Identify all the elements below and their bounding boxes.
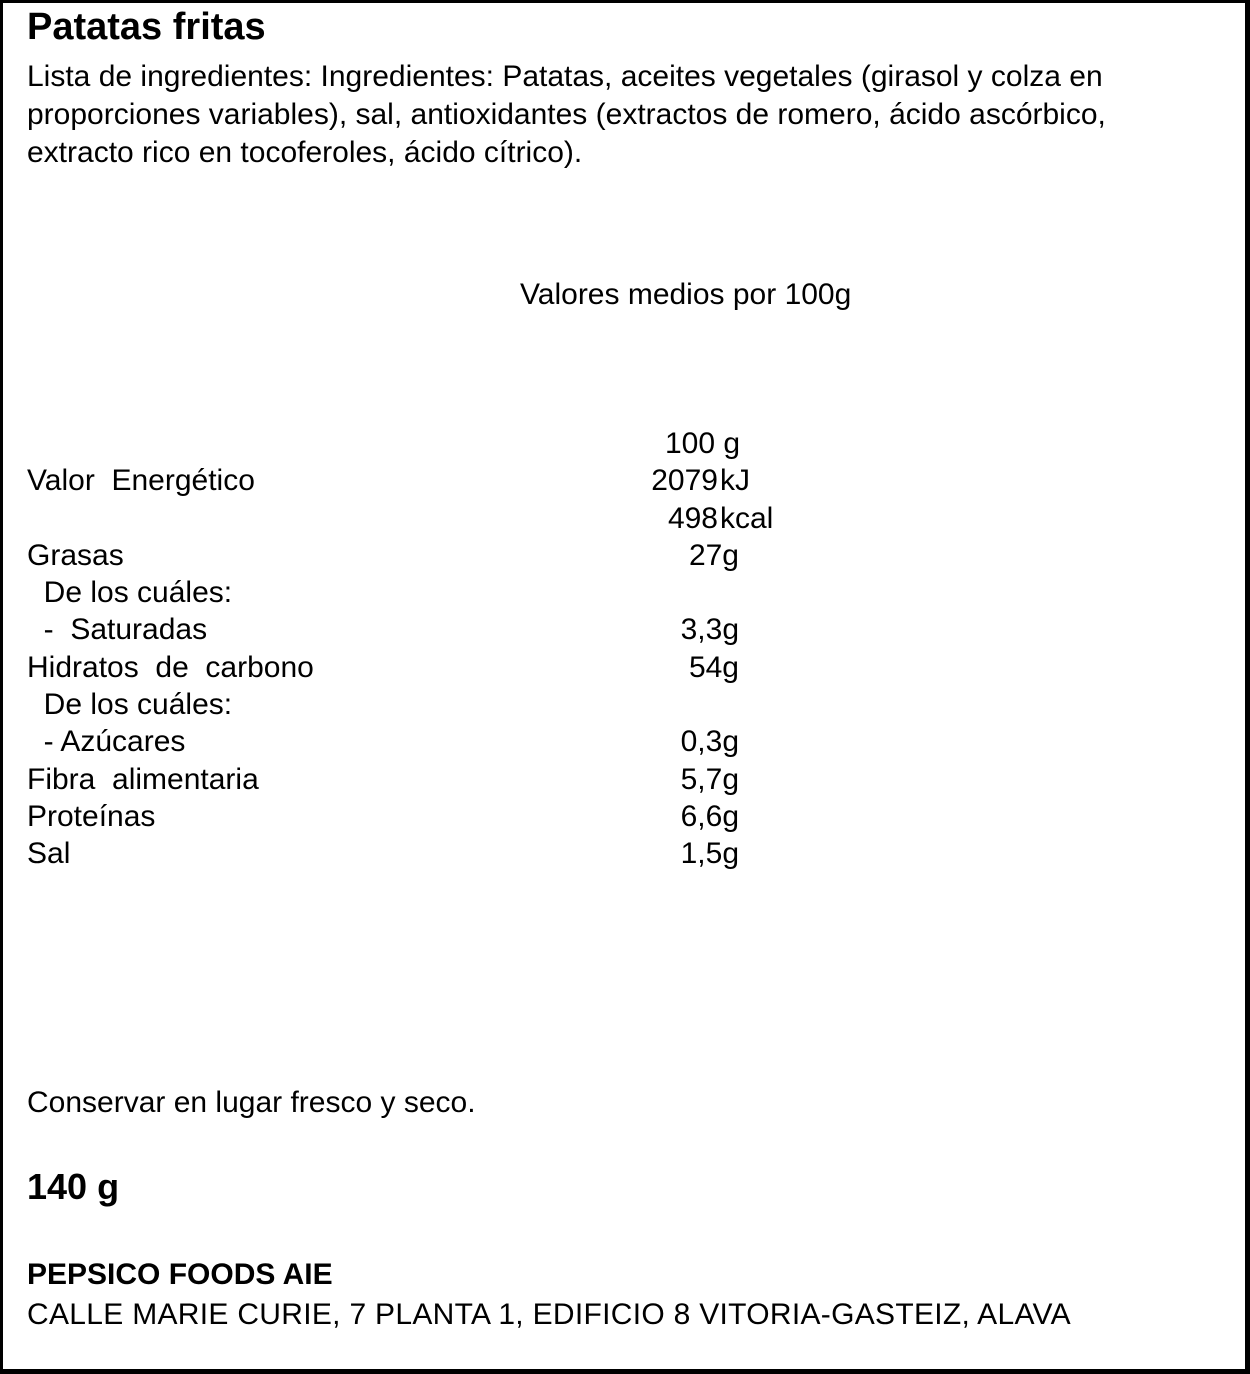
nutrient-value: 0,3g <box>680 725 739 759</box>
nutrient-label: - Saturadas <box>27 613 208 647</box>
nutrient-label: Fibra alimentaria <box>27 762 259 796</box>
company-address: CALLE MARIE CURIE, 7 PLANTA 1, EDIFICIO 8 VITORIA-GASTEIZ, ALAVA <box>27 1298 1071 1331</box>
nutrient-label: - Azúcares <box>27 725 186 759</box>
nutrient-value: 27g <box>688 538 739 572</box>
nutrient-value: 6,6g <box>680 799 739 833</box>
nutrient-row <box>3 798 1003 835</box>
energy-kj-value: 2079 <box>651 464 718 498</box>
column-header: 100 g <box>665 427 741 460</box>
nutrient-value: 1,5g <box>680 837 739 871</box>
nutrition-table <box>3 425 1003 873</box>
nutrient-value: 5,7g <box>680 762 739 796</box>
nutrient-row <box>3 835 1003 872</box>
nutrient-row <box>3 611 1003 648</box>
nutrient-row <box>3 574 1003 611</box>
nutrient-label: Sal <box>27 837 71 871</box>
company-name: PEPSICO FOODS AIE <box>27 1258 333 1291</box>
ingredients-list: Lista de ingredientes: Ingredientes: Patatas, aceites vegetales (girasol y colza en proporciones variables), sal, antioxidantes (extractos de romero, ácido ascórbico, extracto rico en tocoferoles, ácido cítrico). <box>27 60 1106 169</box>
nutrient-label: De los cuáles: <box>27 688 233 722</box>
energy-kcal-row <box>3 500 1003 537</box>
nutrient-row <box>3 537 1003 574</box>
nutrient-label: Proteínas <box>27 799 156 833</box>
storage-instructions: Conservar en lugar fresco y seco. <box>27 1086 476 1119</box>
nutrient-label: Hidratos de carbono <box>27 650 314 684</box>
product-title: Patatas fritas <box>27 6 266 48</box>
energy-label: Valor Energético <box>27 464 255 498</box>
nutrient-row <box>3 649 1003 686</box>
net-weight: 140 g <box>27 1166 120 1207</box>
per-100-heading: Valores medios por 100g <box>520 278 852 311</box>
nutrient-value: 54g <box>688 650 739 684</box>
energy-kj-row <box>3 462 1003 499</box>
nutrient-label: De los cuáles: <box>27 576 233 610</box>
nutrient-row <box>3 723 1003 760</box>
nutrient-row <box>3 761 1003 798</box>
nutrient-value: 3,3g <box>680 613 739 647</box>
energy-kj-unit: kJ <box>720 464 750 498</box>
nutrient-row <box>3 686 1003 723</box>
energy-kcal-value: 498 <box>667 501 718 535</box>
nutrient-label: Grasas <box>27 538 124 572</box>
energy-kcal-unit: kcal <box>720 501 774 535</box>
nutrient-rows <box>3 537 1003 873</box>
nutrition-header-row <box>3 425 1003 462</box>
